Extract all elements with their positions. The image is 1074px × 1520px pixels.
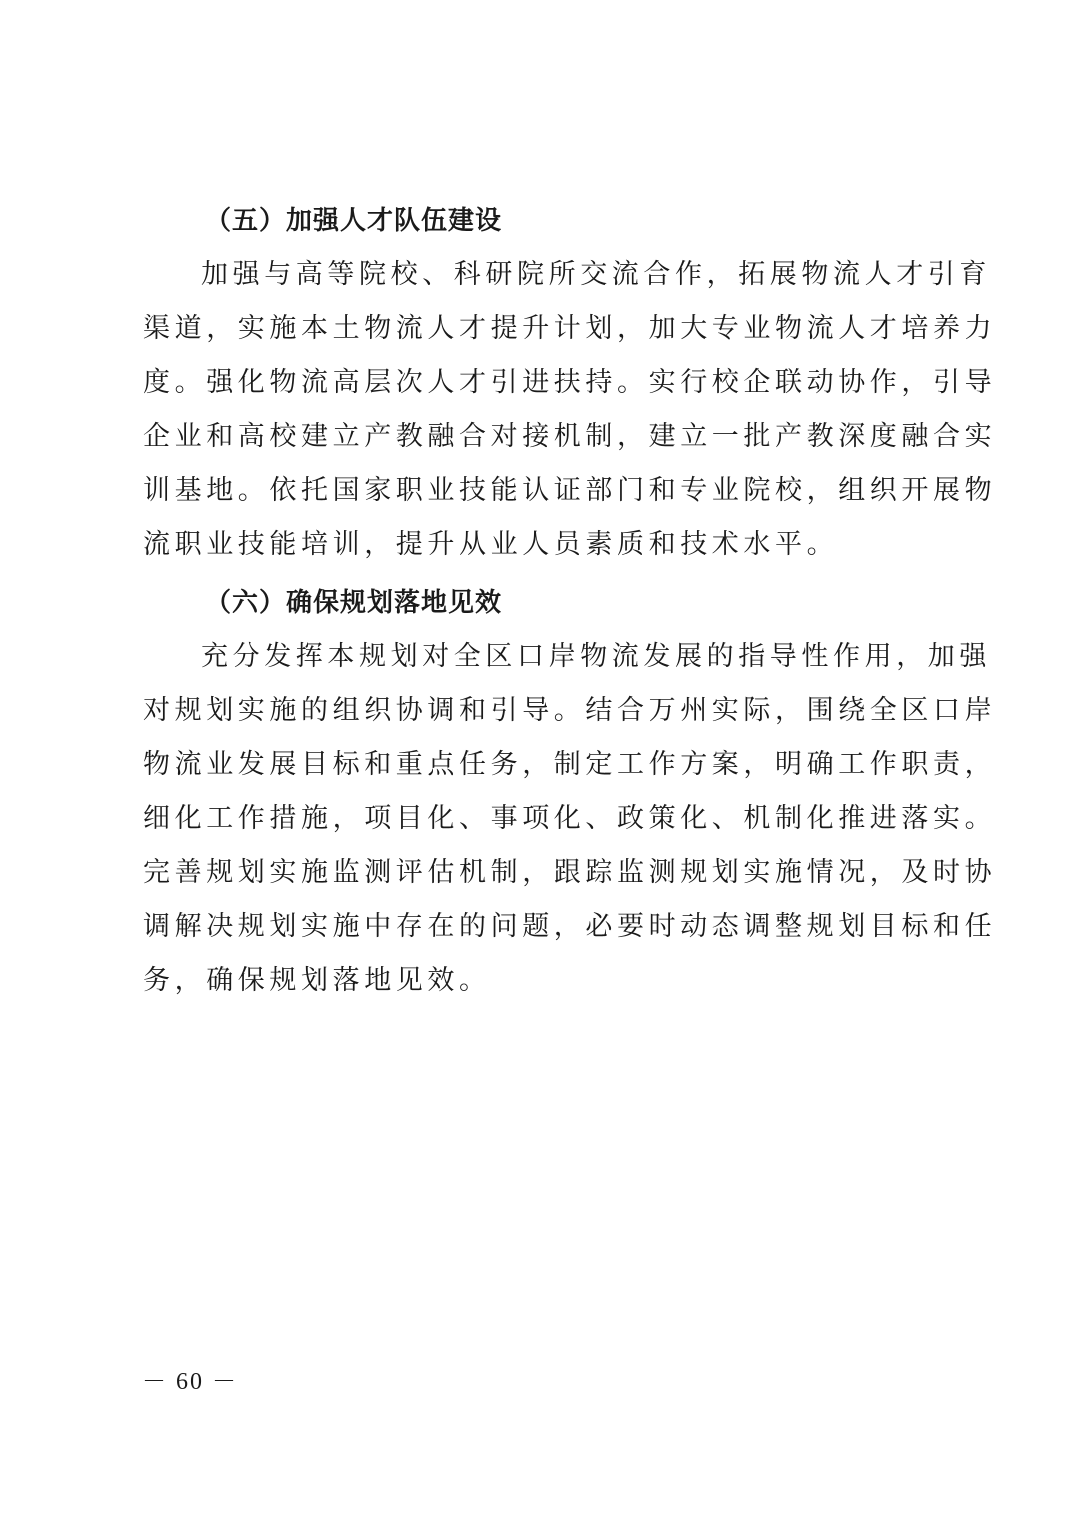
paragraph-line: 物流业发展目标和重点任务，制定工作方案，明确工作职责， bbox=[143, 749, 997, 780]
page-number: － 60 － bbox=[142, 1369, 238, 1395]
section-five bbox=[143, 194, 997, 572]
paragraph-line: 务，确保规划落地见效。 bbox=[143, 965, 491, 996]
paragraph-line: 完善规划实施监测评估机制，跟踪监测规划实施情况，及时协 bbox=[143, 857, 997, 888]
paragraph-line: 度。强化物流高层次人才引进扶持。实行校企联动协作，引导 bbox=[143, 367, 997, 398]
paragraph-line: 加强与高等院校、科研院所交流合作，拓展物流人才引育 bbox=[201, 259, 991, 290]
paragraph-line: 流职业技能培训，提升从业人员素质和技术水平。 bbox=[143, 529, 839, 560]
paragraph-line: 充分发挥本规划对全区口岸物流发展的指导性作用，加强 bbox=[201, 641, 991, 672]
section-six-heading: （六）确保规划落地见效 bbox=[205, 588, 503, 618]
paragraph-line: 渠道，实施本土物流人才提升计划，加大专业物流人才培养力 bbox=[143, 313, 997, 344]
paragraph-line: 企业和高校建立产教融合对接机制，建立一批产教深度融合实 bbox=[143, 421, 997, 452]
paragraph-line: 对规划实施的组织协调和引导。结合万州实际，围绕全区口岸 bbox=[143, 695, 997, 726]
section-six bbox=[143, 576, 997, 1008]
paragraph-line: 调解决规划实施中存在的问题，必要时动态调整规划目标和任 bbox=[143, 911, 997, 942]
paragraph-line: 细化工作措施，项目化、事项化、政策化、机制化推进落实。 bbox=[143, 803, 997, 834]
paragraph-line: 训基地。依托国家职业技能认证部门和专业院校，组织开展物 bbox=[143, 475, 997, 506]
section-five-heading: （五）加强人才队伍建设 bbox=[205, 206, 503, 236]
